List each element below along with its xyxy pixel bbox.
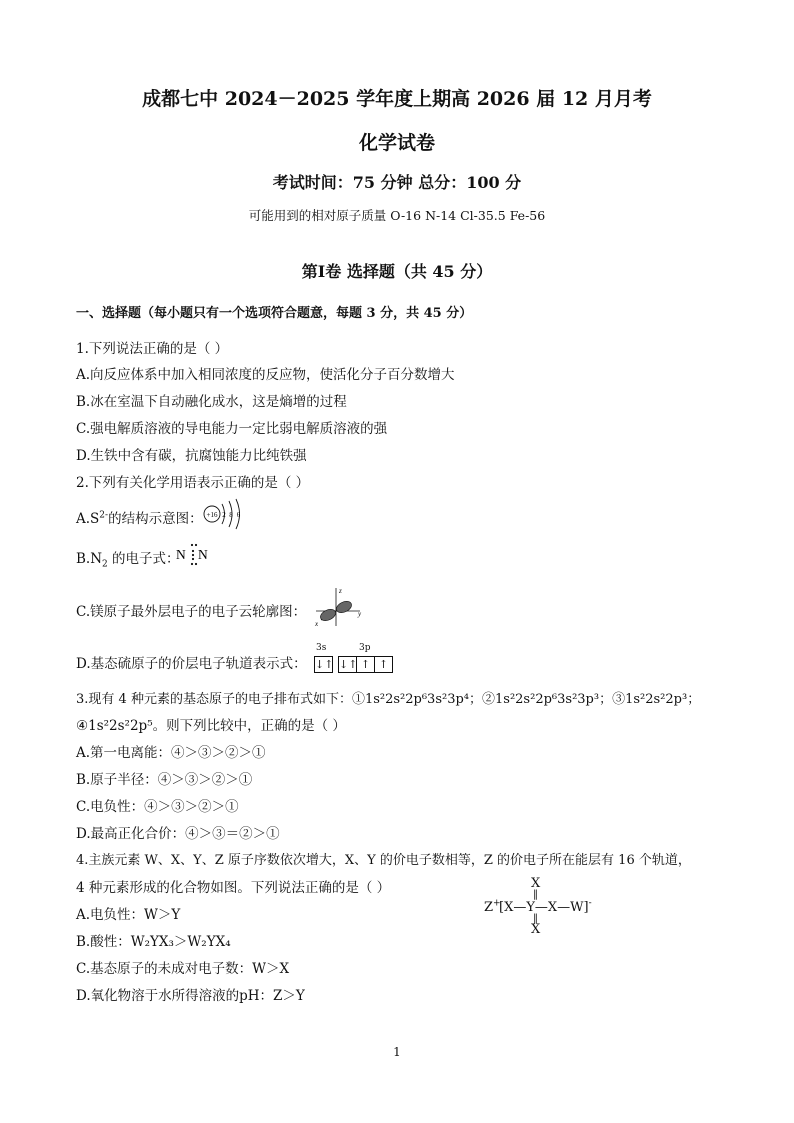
sulfide-ion-structure-diagram (200, 496, 250, 532)
nucleus-charge: +16 (206, 511, 218, 519)
part-title: 一、选择题（每小题只有一个选项符合题意，每题 3 分，共 45 分） (76, 306, 473, 321)
q2-option-a (76, 507, 203, 527)
shell-2-count: 8 (229, 511, 233, 519)
q1-option-a: A.向反应体系中加入相同浓度的反应物，使活化分子百分数增大 (76, 367, 455, 383)
n2-electron-formula (174, 540, 214, 568)
q4-stem-line2: 4 种元素形成的化合物如图。下列说法正确的是（ ） (76, 880, 391, 896)
electron-cloud-diagram (310, 584, 366, 630)
structure-top-x: X (531, 876, 541, 891)
shell-3-count: 6 (236, 511, 241, 519)
exam-title: 成都七中 2024－2025 学年度上期高 2026 届 12 月月考 (142, 88, 652, 110)
q2-option-a-suffix: 的结构示意图： (108, 511, 203, 527)
q4-option-c: C.基态原子的未成对电子数：W＞X (76, 961, 290, 977)
structure-cation: Z+ (484, 898, 501, 915)
page-number: 1 (393, 1045, 401, 1059)
exam-subtitle: 化学试卷 (358, 132, 435, 154)
q3-option-b: B.原子半径：④＞③＞②＞① (76, 772, 253, 788)
q2-option-b (76, 547, 180, 570)
shell-1-count: 2 (222, 511, 226, 519)
q3-option-a: A.第一电离能：④＞③＞②＞① (76, 745, 266, 761)
atomic-masses: 可能用到的相对原子质量 O-16 N-14 Cl-35.5 Fe-56 (248, 208, 546, 223)
q3-stem-line1: 3.现有 4 种元素的基态原子的电子排布式如下：①1s²2s²2p⁶3s²3p⁴；②1s²2s²2p⁶3s²3p³；③1s²2s²2p³； (76, 692, 701, 707)
electron-formula-n2: N (198, 547, 208, 562)
cation-charge: + (493, 898, 501, 909)
q2-option-b-sub: 2 (102, 559, 108, 570)
orbital-label-3p: 3p (359, 643, 371, 653)
q4-option-b: B.酸性：W₂YX₃＞W₂YX₄ (76, 934, 231, 950)
orbital-box-3p-3: ↑ (375, 656, 393, 673)
orbital-box-3p-1: ↓↑ (339, 658, 358, 671)
q2-stem: 2.下列有关化学用语表示正确的是（ ） (76, 475, 310, 491)
q2-option-d: D.基态硫原子的价层电子轨道表示式： (76, 656, 307, 672)
q4-structure-diagram (484, 876, 624, 940)
electron-formula-n1: N (176, 547, 186, 562)
q3-option-c: C.电负性：④＞③＞②＞① (76, 799, 239, 815)
structure-bottom-x: X (531, 922, 541, 937)
orbital-diagram (314, 656, 393, 673)
q3-stem-line2: ④1s²2s²2p⁵。则下列比较中，正确的是（ ） (76, 718, 346, 734)
double-bond-top: ‖ (533, 889, 538, 900)
structure-chain: [X—Y—X—W]- (499, 898, 592, 915)
axis-y-label: y (358, 610, 362, 618)
q1-option-c: C.强电解质溶液的导电能力一定比弱电解质溶液的强 (76, 421, 388, 437)
q2-option-b-prefix: B.N (76, 551, 103, 567)
q2-option-b-suffix: 的电子式： (107, 551, 180, 567)
q4-stem-line1: 4.主族元素 W、X、Y、Z 原子序数依次增大，X、Y 的价电子数相等，Z 的价电子所在能层有 16 个轨道， (76, 853, 691, 868)
orbital-box-3p-2: ↑ (357, 656, 375, 673)
axis-x-label: x (315, 620, 319, 628)
q2-option-c: C.镁原子最外层电子的电子云轮廓图： (76, 604, 307, 620)
q2-option-a-charge: 2- (99, 510, 109, 521)
q1-option-d: D.生铁中含有碳，抗腐蚀能力比纯铁强 (76, 448, 307, 464)
q2-option-a-prefix: A.S (76, 511, 100, 527)
q1-option-b: B.冰在室温下自动融化成水，这是熵增的过程 (76, 394, 347, 410)
exam-info: 考试时间：75 分钟 总分：100 分 (272, 173, 522, 192)
q3-option-d: D.最高正化合价：④＞③＝②＞① (76, 826, 280, 842)
section-title: 第Ⅰ卷 选择题（共 45 分） (301, 262, 493, 281)
axis-z-label: z (339, 587, 342, 595)
q1-stem: 1.下列说法正确的是（ ） (76, 341, 229, 357)
anion-charge: - (588, 898, 592, 909)
q4-option-a: A.电负性：W＞Y (76, 907, 181, 923)
double-bond-bottom: ‖ (533, 913, 538, 924)
q4-option-d: D.氧化物溶于水所得溶液的pH：Z＞Y (76, 988, 305, 1004)
orbital-label-3s: 3s (316, 643, 327, 653)
orbital-box-3s: ↓↑ (315, 658, 334, 671)
